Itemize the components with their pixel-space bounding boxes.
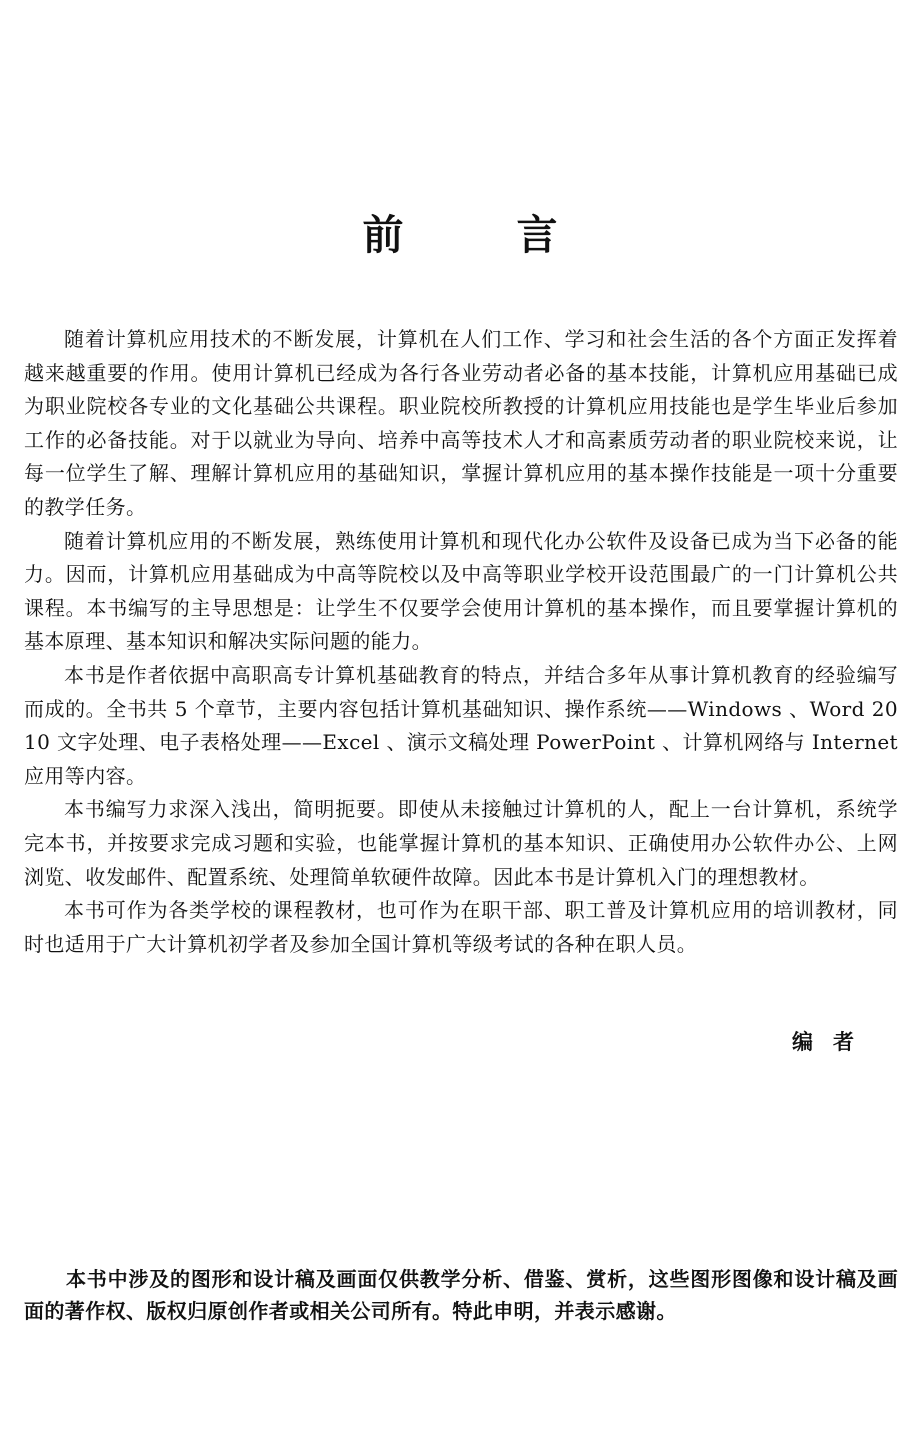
preface-paragraph: 本书编写力求深入浅出，简明扼要。即使从未接触过计算机的人，配上一台计算机，系统学完本书，并按要求完成习题和实验，也能掌握计算机的基本知识、正确使用办公软件办公、上网浏览、收发邮件、配置系统、处理简单软硬件故障。因此本书是计算机入门的理想教材。 <box>24 797 898 889</box>
author-signature: 编者 <box>792 1030 874 1054</box>
copyright-notice-text: 本书中涉及的图形和设计稿及画面仅供教学分析、借鉴、赏析，这些图形图像和设计稿及画面的著作权、版权归原创作者或相关公司所有。特此申明，并表示感谢。 <box>24 1267 898 1323</box>
preface-paragraph: 本书是作者依据中高职高专计算机基础教育的特点，并结合多年从事计算机教育的经验编写而成的。全书共 5 个章节，主要内容包括计算机基础知识、操作系统——Windows 、Word 2010 文字处理、电子表格处理——Excel 、演示文稿处理 PowerPoint 、计算机网络与 Internet 应用等内容。 <box>24 662 898 788</box>
preface-paragraph: 本书可作为各类学校的课程教材，也可作为在职干部、职工普及计算机应用的培训教材，同时也适用于广大计算机初学者及参加全国计算机等级考试的各种在职人员。 <box>24 898 898 956</box>
preface-paragraph: 随着计算机应用技术的不断发展，计算机在人们工作、学习和社会生活的各个方面正发挥着越来越重要的作用。使用计算机已经成为各行各业劳动者必备的基本技能，计算机应用基础已成为职业院校各专业的文化基础公共课程。职业院校所教授的计算机应用技能也是学生毕业后参加工作的必备技能。对于以就业为导向、培养中高等技术人才和高素质劳动者的职业院校来说，让每一位学生了解、理解计算机应用的基础知识，掌握计算机应用的基本操作技能是一项十分重要的教学任务。 <box>24 327 898 519</box>
preface-paragraph: 随着计算机应用的不断发展，熟练使用计算机和现代化办公软件及设备已成为当下必备的能力。因而，计算机应用基础成为中高等院校以及中高等职业学校开设范围最广的一门计算机公共课程。本书编写的主导思想是：让学生不仅要学会使用计算机的基本操作，而且要掌握计算机的基本原理、基本知识和解决实际问题的能力。 <box>24 528 898 654</box>
preface-body <box>24 323 898 961</box>
copyright-notice <box>24 1263 898 1327</box>
page-title: 前 言 <box>362 211 594 260</box>
